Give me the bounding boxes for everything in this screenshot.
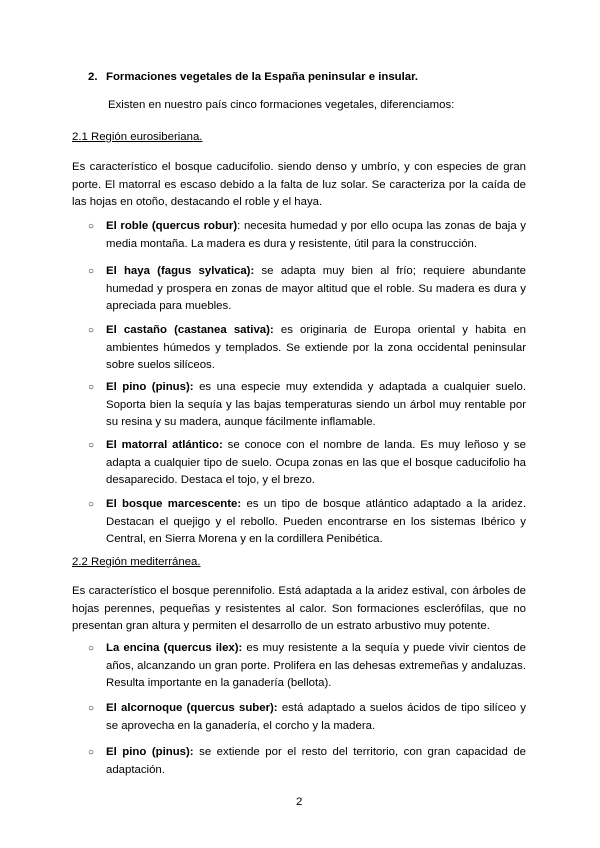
item-text: es un tipo de bosque atlántico adaptado a la aridez. Destacan el quejigo y el rebollo. Pueden encontrarse en los sistemas Ibérico y Central, en Sierra Morena y en la cordillera Penibética.	[106, 498, 527, 545]
item-text: es originaria de Europa oriental y habita en ambientes húmedos y templados. Se extiende por la zona occidental peninsular sobre suelos silíceos.	[106, 324, 526, 371]
item-text: está adaptado a suelos ácidos de tipo silíceo y se aprovecha en la ganadería, el corcho y la madera.	[106, 702, 526, 732]
list-item	[88, 437, 526, 490]
heading-number: 2.	[88, 71, 98, 83]
item-term: El bosque marcescente:	[106, 498, 242, 510]
bullet-icon: ○	[88, 499, 95, 510]
item-text: se adapta muy bien al frío; requiere abundante humedad y prospera en zonas de mayor altitud que el roble. Su madera es dura y apreciada para muebles.	[106, 265, 526, 312]
bullet-icon: ○	[88, 643, 95, 654]
item-text: se conoce con el nombre de landa. Es muy leñoso y se adapta a cualquier tipo de suelo. Ocupa zonas en las que el bosque caducifolio ha desaparecido. Destaca el tojo, y el brezo.	[106, 439, 526, 486]
bullet-icon: ○	[88, 382, 95, 393]
list-item	[88, 496, 526, 549]
intro-text: Existen en nuestro país cinco formaciones vegetales, diferenciamos:	[108, 99, 455, 111]
bullet-icon: ○	[88, 703, 95, 714]
item-term: El alcornoque (quercus suber):	[106, 702, 278, 714]
item-text: : necesita humedad y por ello ocupa las zonas de baja y media montaña. La madera es dura y resistente, útil para la construcción.	[106, 220, 526, 250]
item-term: El haya (fagus sylvatica):	[106, 265, 255, 277]
item-term: El roble (quercus robur)	[106, 220, 238, 232]
list-item	[88, 640, 526, 693]
subsection-title-eurosiberiana: 2.1 Región eurosiberiana.	[72, 131, 203, 143]
paragraph-eurosiberiana: Es característico el bosque caducifolio. siendo denso y umbrío, y con especies de gran porte. El matorral es escaso debido a la falta de luz solar. Se caracteriza por la caída de las hojas en otoño, destacando el roble y el haya.	[72, 161, 526, 208]
bullet-icon: ○	[88, 221, 95, 232]
list-item	[88, 379, 526, 432]
item-term: El pino (pinus):	[106, 381, 194, 393]
section-heading	[88, 71, 418, 83]
list-item	[88, 218, 526, 253]
heading-text: Formaciones vegetales de la España peninsular e insular.	[106, 71, 419, 83]
item-term: La encina (quercus ilex):	[106, 642, 243, 654]
page-number: 2	[296, 796, 303, 808]
bullet-icon: ○	[88, 266, 95, 277]
item-text: es una especie muy extendida y adaptada a cualquier suelo. Soporta bien la sequía y las bajas temperaturas siendo un árbol muy rentable por su resina y su madera, aunque fácilmente inflamable.	[106, 381, 526, 428]
list-item	[88, 744, 526, 779]
list-item	[88, 322, 526, 375]
item-term: El castaño (castanea sativa):	[106, 324, 274, 336]
bullet-icon: ○	[88, 440, 95, 451]
item-text: se extiende por el resto del territorio, con gran capacidad de adaptación.	[106, 746, 526, 776]
paragraph-mediterranea: Es característico el bosque perennifolio. Está adaptada a la aridez estival, con árboles de hojas perennes, pequeñas y resistentes al calor. Son formaciones esclerófilas, que no presentan gran altura y permiten el desarrollo de un estrato arbustivo muy potente.	[72, 585, 526, 632]
item-term: El pino (pinus):	[106, 746, 194, 758]
list-item	[88, 263, 526, 316]
bullet-icon: ○	[88, 747, 95, 758]
subsection-title-mediterranea: 2.2 Región mediterránea.	[72, 556, 201, 568]
bullet-icon: ○	[88, 325, 95, 336]
list-item	[88, 700, 526, 735]
item-term: El matorral atlántico:	[106, 439, 223, 451]
item-text: es muy resistente a la sequía y puede vivir cientos de años, alcanzando un gran porte. Prolifera en las dehesas extremeñas y andaluzas. Resulta importante en la ganadería (bellota).	[106, 642, 526, 689]
